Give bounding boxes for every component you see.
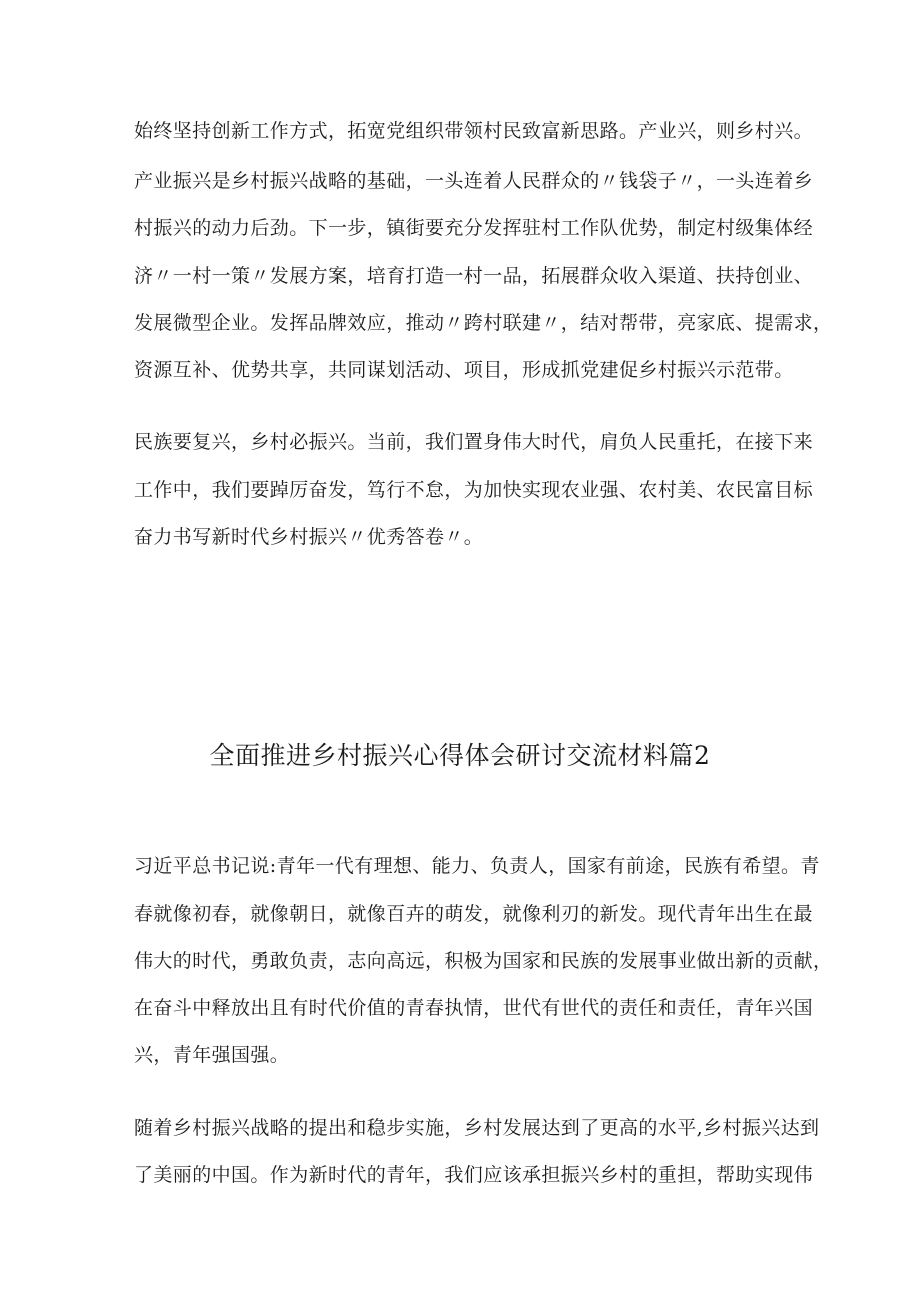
text-line: 产业振兴是乡村振兴战略的基础，一头连着人民群众的〃钱袋子〃，一头连着乡 <box>134 170 814 192</box>
text-line: 伟大的时代，勇敢负责，志向高远，积极为国家和民族的发展事业做出新的贡献， <box>134 950 833 972</box>
text-line: 春就像初春，就像朝日，就像百卉的萌发，就像利刃的新发。现代青年出生在最 <box>134 903 814 925</box>
text-line: 在奋斗中释放出且有时代价值的青春执情，世代有世代的责任和责任，青年兴国 <box>134 997 814 1019</box>
text-line: 兴，青年强国强。 <box>134 1044 290 1066</box>
text-line: 济〃一村一策〃发展方案，培育打造一村一品，拓展群众收入渠道、扶持创业、 <box>134 265 814 287</box>
text-line: 发展微型企业。发挥品牌效应，推动〃跨村联建〃，结对帮带，亮家底、提需求， <box>134 312 833 334</box>
text-line: 始终坚持创新工作方式，拓宽党组织带领村民致富新思路。产业兴，则乡村兴。 <box>134 120 814 142</box>
text-line: 村振兴的动力后劲。下一步，镇街要充分发挥驻村工作队优势，制定村级集体经 <box>134 217 814 239</box>
text-line: 民族要复兴，乡村必振兴。当前，我们置身伟大时代，肩负人民重托，在接下来 <box>134 431 814 453</box>
text-line: 了美丽的中国。作为新时代的青年，我们应该承担振兴乡村的重担，帮助实现伟 <box>134 1164 814 1186</box>
text-line: 奋力书写新时代乡村振兴〃优秀答卷〃。 <box>134 526 484 548</box>
text-line: 习近平总书记说:青年一代有理想、能力、负责人，国家有前途，民族有希望。青 <box>134 855 820 877</box>
text-line: 随着乡村振兴战略的提出和稳步实施，乡村发展达到了更高的水平,乡村振兴达到 <box>134 1117 820 1139</box>
text-line: 资源互补、优势共享，共同谋划活动、项目，形成抓党建促乡村振兴示范带。 <box>134 359 794 381</box>
text-line: 工作中，我们要踔厉奋发，笃行不怠，为加快实现农业强、农村美、农民富目标 <box>134 479 814 501</box>
section-title: 全面推进乡村振兴心得体会研讨交流材料篇2 <box>209 741 711 770</box>
